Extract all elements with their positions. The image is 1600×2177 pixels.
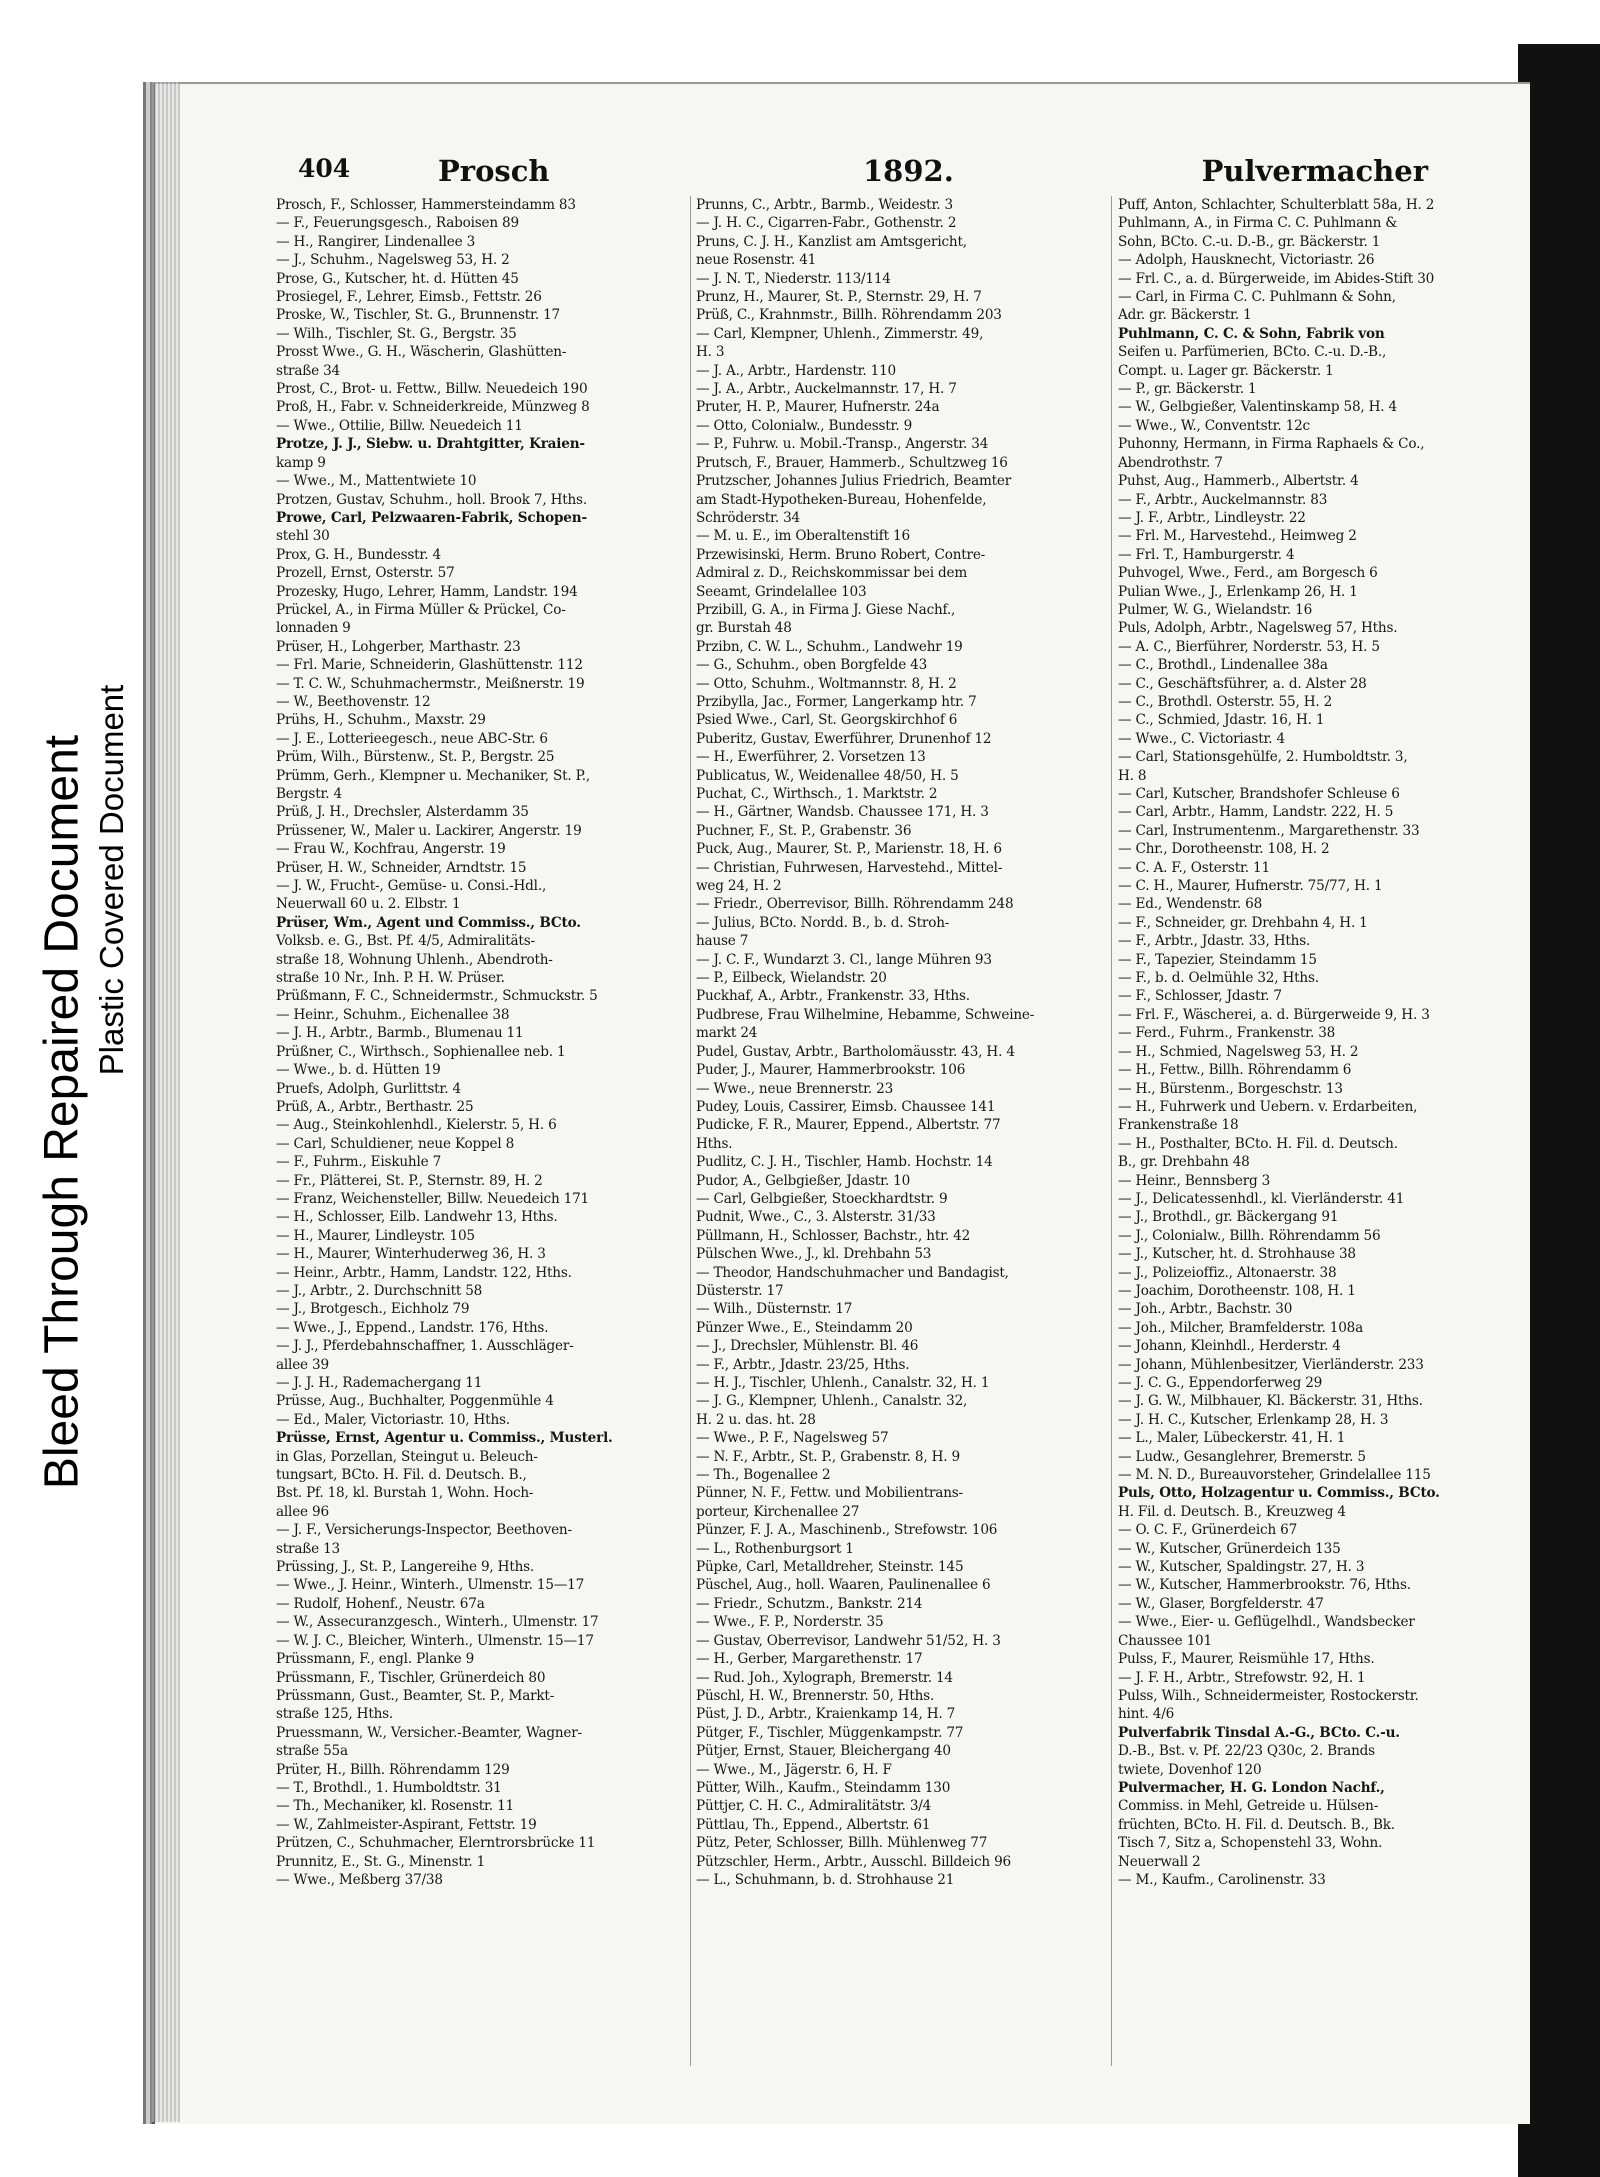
directory-entry-line: twiete, Dovenhof 120 [1118, 1761, 1262, 1778]
directory-entry-line: Przibylla, Jac., Former, Langerkamp htr. 7 [696, 693, 977, 710]
page-edges [152, 82, 180, 2122]
directory-entry-line: — C., Brothdl., Lindenallee 38a [1118, 657, 1328, 674]
directory-entry-line: — H., Schlosser, Eilb. Landwehr 13, Hths. [276, 1209, 558, 1226]
column-rule [690, 196, 691, 2066]
directory-entry-line: tungsart, BCto. H. Fil. d. Deutsch. B., [276, 1467, 527, 1484]
directory-entry-line: Proske, W., Tischler, St. G., Brunnenstr. 17 [276, 307, 560, 324]
directory-entry-line: — J., Delicatessenhdl., kl. Vierländerstr. 41 [1118, 1190, 1405, 1207]
directory-entry-line: H. 8 [1118, 767, 1147, 784]
directory-entry-line: Prozesky, Hugo, Lehrer, Hamm, Landstr. 194 [276, 583, 578, 600]
directory-entry-line: Protzen, Gustav, Schuhm., holl. Brook 7, Hths. [276, 491, 587, 508]
directory-entry-line: — P., gr. Bäckerstr. 1 [1118, 381, 1257, 398]
directory-entry-line: Prüssener, W., Maler u. Lackirer, Angerstr. 19 [276, 822, 582, 839]
directory-entry-line: — J., Schuhm., Nagelsweg 53, H. 2 [276, 252, 510, 269]
directory-entry-line: lonnaden 9 [276, 620, 351, 637]
directory-entry-line: Prutzscher, Johannes Julius Friedrich, Beamter [696, 473, 1012, 490]
directory-entry-line: — Friedr., Schutzm., Bankstr. 214 [696, 1595, 923, 1612]
directory-entry-line: — Carl, Gelbgießer, Stoeckhardtstr. 9 [696, 1190, 948, 1207]
directory-entry-line: — Chr., Dorotheenstr. 108, H. 2 [1118, 841, 1330, 858]
directory-entry-line: Seeamt, Grindelallee 103 [696, 583, 867, 600]
directory-entry-line: Prunz, H., Maurer, St. P., Sternstr. 29, H. 7 [696, 289, 982, 306]
directory-entry-line: straße 125, Hths. [276, 1706, 394, 1723]
header-year: 1892. [863, 154, 954, 188]
directory-entry-line: — Wwe., J., Eppend., Landstr. 176, Hths. [276, 1319, 549, 1336]
directory-entry-line: weg 24, H. 2 [696, 878, 782, 895]
directory-entry-line: — H., Maurer, Lindleystr. 105 [276, 1227, 475, 1244]
directory-entry-line: Abendrothstr. 7 [1118, 454, 1223, 471]
directory-entry-line: — J. G., Klempner, Uhlenh., Canalstr. 32, [696, 1393, 968, 1410]
directory-entry-line: Puchner, F., St. P., Grabenstr. 36 [696, 822, 912, 839]
directory-entry-line: Püttjer, C. H. C., Admiralitätstr. 3/4 [696, 1798, 932, 1815]
directory-entry-line: — J., Colonialw., Billh. Röhrendamm 56 [1118, 1227, 1381, 1244]
directory-entry-line: straße 13 [276, 1540, 340, 1557]
directory-entry-line: Neuerwall 2 [1118, 1853, 1201, 1870]
column-rule [1111, 196, 1112, 2066]
directory-entry-line: Bst. Pf. 18, kl. Burstah 1, Wohn. Hoch- [276, 1485, 534, 1502]
directory-entry-line: — M. u. E., im Oberaltenstift 16 [696, 528, 910, 545]
directory-entry-line: — Johann, Kleinhdl., Herderstr. 4 [1118, 1338, 1341, 1355]
directory-entry-line: hint. 4/6 [1118, 1706, 1175, 1723]
directory-entry-line: Prutsch, F., Brauer, Hammerb., Schultzweg 16 [696, 454, 1008, 471]
directory-entry-line: — W., Assecuranzgesch., Winterh., Ulmenstr. 17 [276, 1614, 599, 1631]
directory-entry-line: — F., b. d. Oelmühle 32, Hths. [1118, 970, 1319, 987]
directory-entry-line: straße 55a [276, 1743, 348, 1760]
directory-entry-line: Schröderstr. 34 [696, 509, 800, 526]
directory-entry-line: Proß, H., Fabr. v. Schneiderkreide, Münzweg 8 [276, 399, 590, 416]
directory-entry-line: Pünzer, F. J. A., Maschinenb., Strefowstr. 106 [696, 1522, 998, 1539]
directory-entry-line: — Carl, Kutscher, Brandshofer Schleuse 6 [1118, 786, 1400, 802]
directory-entry-line: Prüssmann, F., engl. Planke 9 [276, 1651, 475, 1668]
directory-entry-line: — Wwe., Eier- u. Geflügelhdl., Wandsbecker [1118, 1614, 1415, 1631]
directory-entry-line: Prox, G. H., Bundesstr. 4 [276, 546, 441, 563]
directory-entry-line: — J., Polizeioffiz., Altonaerstr. 38 [1118, 1264, 1337, 1281]
directory-entry-line: — H., Ewerführer, 2. Vorsetzen 13 [696, 749, 926, 766]
directory-entry-line: straße 10 Nr., Inh. P. H. W. Prüser. [276, 970, 505, 987]
directory-entry-line: — J. W., Frucht-, Gemüse- u. Consi.-Hdl., [276, 878, 547, 895]
directory-entry-line: — C., Schmied, Jdastr. 16, H. 1 [1118, 712, 1325, 729]
directory-entry-line: Prosst Wwe., G. H., Wäscherin, Glashütten- [276, 344, 567, 361]
directory-entry-line: — H., Posthalter, BCto. H. Fil. d. Deutsch. [1118, 1135, 1398, 1152]
directory-entry-line: — Frl. F., Wäscherei, a. d. Bürgerweide 9, H. 3 [1118, 1006, 1430, 1023]
directory-entry-line: — Wwe., P. F., Nagelsweg 57 [696, 1430, 889, 1447]
directory-entry-line: — Fr., Plätterei, St. P., Sternstr. 89, H. 2 [276, 1172, 543, 1189]
directory-entry-line: — F., Arbtr., Jdastr. 23/25, Hths. [696, 1356, 910, 1373]
directory-entry-line: markt 24 [696, 1025, 758, 1042]
directory-entry-line: Prost, C., Brot- u. Fettw., Billw. Neuedeich 190 [276, 381, 588, 398]
directory-entry-line: — Carl, Klempner, Uhlenh., Zimmerstr. 49, [696, 325, 984, 342]
directory-entry-line: — Wilh., Düsternstr. 17 [696, 1301, 853, 1318]
directory-entry-line: Pulvermacher, H. G. London Nachf., [1118, 1779, 1385, 1796]
directory-entry-line: — H., Gerber, Margarethenstr. 17 [696, 1651, 923, 1668]
directory-entry-line: — J. F., Arbtr., Lindleystr. 22 [1118, 509, 1306, 526]
directory-entry-line: Pruter, H. P., Maurer, Hufnerstr. 24a [696, 399, 940, 416]
directory-entry-line: Puchat, C., Wirthsch., 1. Marktstr. 2 [696, 786, 938, 802]
directory-entry-line: Chaussee 101 [1118, 1632, 1212, 1649]
directory-column-2 [696, 196, 1104, 2096]
directory-entry-line: — Joh., Arbtr., Bachstr. 30 [1118, 1301, 1293, 1318]
directory-entry-line: Pruefs, Adolph, Gurlittstr. 4 [276, 1080, 461, 1097]
directory-entry-line: — W. J. C., Bleicher, Winterh., Ulmenstr. 15—17 [276, 1632, 594, 1649]
directory-entry-line: — W., Beethovenstr. 12 [276, 693, 431, 710]
directory-entry-line: Puff, Anton, Schlachter, Schulterblatt 58a, H. 2 [1118, 197, 1435, 213]
directory-entry-line: Prüm, Wilh., Bürstenw., St. P., Bergstr. 25 [276, 749, 555, 766]
directory-entry-line: — J. H., Arbtr., Barmb., Blumenau 11 [276, 1025, 524, 1042]
directory-entry-line: — O. C. F., Grünerdeich 67 [1118, 1522, 1298, 1539]
directory-entry-line: — Carl, Stationsgehülfe, 2. Humboldtstr. 3, [1118, 749, 1408, 766]
directory-entry-line: Pulverfabrik Tinsdal A.-G., BCto. C.-u. [1118, 1724, 1400, 1741]
directory-entry-line: allee 96 [276, 1503, 329, 1520]
directory-entry-line: Prüssing, J., St. P., Langereihe 9, Hths. [276, 1559, 535, 1576]
directory-entry-line: Puck, Aug., Maurer, St. P., Marienstr. 18, H. 6 [696, 841, 1002, 858]
directory-entry-line: — Frl. Marie, Schneiderin, Glashüttenstr. 112 [276, 657, 583, 674]
directory-entry-line: früchten, BCto. H. Fil. d. Deutsch. B., Bk. [1118, 1816, 1395, 1833]
directory-entry-line: Puls, Otto, Holzagentur u. Commiss., BCto. [1118, 1485, 1440, 1502]
directory-entry-line: — Christian, Fuhrwesen, Harvestehd., Mittel- [696, 859, 1003, 876]
side-label-repaired: Bleed Through Repaired Document [35, 734, 89, 1490]
directory-entry-line: — T., Brothdl., 1. Humboldtstr. 31 [276, 1779, 502, 1796]
directory-entry-line: H. 3 [696, 344, 725, 361]
directory-entry-line: — T. C. W., Schuhmachermstr., Meißnerstr. 19 [276, 675, 585, 692]
directory-entry-line: — H., Gärtner, Wandsb. Chaussee 171, H. 3 [696, 804, 989, 821]
directory-entry-line: — F., Schlosser, Jdastr. 7 [1118, 988, 1282, 1005]
directory-entry-line: Przibn, C. W. L., Schuhm., Landwehr 19 [696, 638, 963, 655]
directory-entry-line: — C. A. F., Osterstr. 11 [1118, 859, 1270, 876]
directory-entry-line: — H. J., Tischler, Uhlenh., Canalstr. 32, H. 1 [696, 1375, 990, 1391]
directory-entry-line: Prüsse, Ernst, Agentur u. Commiss., Musterl. [276, 1430, 613, 1447]
directory-entry-line: — Ludw., Gesanglehrer, Bremerstr. 5 [1118, 1448, 1366, 1465]
directory-entry-line: Publicatus, W., Weidenallee 48/50, H. 5 [696, 767, 959, 784]
directory-entry-line: — A. C., Bierführer, Norderstr. 53, H. 5 [1118, 638, 1380, 655]
directory-entry-line: Prüser, Wm., Agent und Commiss., BCto. [276, 914, 581, 931]
scanner-edge-bar [1518, 44, 1600, 2177]
directory-entry-line: Puhlmann, A., in Firma C. C. Puhlmann & [1118, 215, 1398, 232]
directory-entry-line: Pützschler, Herm., Arbtr., Ausschl. Billdeich 96 [696, 1853, 1012, 1870]
directory-entry-line: Prüsse, Aug., Buchhalter, Poggenmühle 4 [276, 1393, 554, 1410]
directory-entry-line: straße 18, Wohnung Uhlenh., Abendroth- [276, 951, 553, 968]
directory-entry-line: — J. H. C., Cigarren-Fabr., Gothenstr. 2 [696, 215, 957, 232]
directory-entry-line: — F., Arbtr., Auckelmannstr. 83 [1118, 491, 1328, 508]
directory-entry-line: Pudor, A., Gelbgießer, Jdastr. 10 [696, 1172, 911, 1189]
directory-entry-line: — J. N. T., Niederstr. 113/114 [696, 270, 891, 287]
directory-entry-line: Pünzer Wwe., E., Steindamm 20 [696, 1319, 913, 1336]
directory-entry-line: Püst, J. D., Arbtr., Kraienkamp 14, H. 7 [696, 1706, 956, 1723]
directory-entry-line: Pütter, Wilh., Kaufm., Steindamm 130 [696, 1779, 951, 1796]
directory-entry-line: — F., Fuhrm., Eiskuhle 7 [276, 1154, 442, 1171]
directory-entry-line: — Wwe., Meßberg 37/38 [276, 1871, 443, 1888]
directory-entry-line: Pudnit, Wwe., C., 3. Alsterstr. 31/33 [696, 1209, 936, 1226]
directory-entry-line: — M., Kaufm., Carolinenstr. 33 [1118, 1871, 1326, 1888]
directory-entry-line: stehl 30 [276, 528, 330, 545]
directory-entry-line: — Frl. T., Hamburgerstr. 4 [1118, 546, 1295, 563]
directory-entry-line: Przibill, G. A., in Firma J. Giese Nachf., [696, 601, 956, 618]
directory-entry-line: — Wwe., M., Mattentwiete 10 [276, 473, 477, 490]
directory-entry-line: — H., Schmied, Nagelsweg 53, H. 2 [1118, 1043, 1359, 1060]
side-label-plastic: Plastic Covered Document [93, 684, 130, 1076]
directory-entry-line: Pünner, N. F., Fettw. und Mobilientrans- [696, 1485, 963, 1502]
directory-entry-line: — J., Brotgesch., Eichholz 79 [276, 1301, 470, 1318]
directory-entry-line: — Aug., Steinkohlenhdl., Kielerstr. 5, H. 6 [276, 1117, 557, 1134]
directory-entry-line: — Franz, Weichensteller, Billw. Neuedeich 171 [276, 1190, 589, 1207]
directory-entry-line: — C., Brothdl. Osterstr. 55, H. 2 [1118, 693, 1333, 710]
directory-entry-line: neue Rosenstr. 41 [696, 252, 817, 269]
directory-entry-line: — J., Arbtr., 2. Durchschnitt 58 [276, 1282, 483, 1299]
directory-entry-line: — H., Maurer, Winterhuderweg 36, H. 3 [276, 1246, 546, 1263]
directory-entry-line: Prückel, A., in Firma Müller & Prückel, Co- [276, 601, 566, 618]
directory-entry-line: Pudel, Gustav, Arbtr., Bartholomäusstr. 43, H. 4 [696, 1043, 1015, 1060]
directory-entry-line: Neuerwall 60 u. 2. Elbstr. 1 [276, 896, 461, 913]
directory-entry-line: — J. F. H., Arbtr., Strefowstr. 92, H. 1 [1118, 1669, 1366, 1686]
directory-entry-line: Prüßner, C., Wirthsch., Sophienallee neb. 1 [276, 1043, 566, 1060]
directory-entry-line: — H., Fettw., Billh. Röhrendamm 6 [1118, 1062, 1352, 1079]
directory-entry-line: Puberitz, Gustav, Ewerführer, Drunenhof 12 [696, 730, 992, 747]
directory-entry-line: — Carl, Instrumentenm., Margarethenstr. 33 [1118, 822, 1420, 839]
directory-entry-line: — N. F., Arbtr., St. P., Grabenstr. 8, H. 9 [696, 1448, 960, 1465]
directory-entry-line: Prozell, Ernst, Osterstr. 57 [276, 565, 455, 582]
directory-entry-line: am Stadt-Hypotheken-Bureau, Hohenfelde, [696, 491, 987, 508]
directory-entry-line: Prüter, H., Billh. Röhrendamm 129 [276, 1761, 510, 1778]
directory-entry-line: — H., Bürstenm., Borgeschstr. 13 [1118, 1080, 1343, 1097]
directory-entry-line: — J. J., Pferdebahnschaffner, 1. Ausschläger- [276, 1338, 574, 1355]
directory-entry-line: Bergstr. 4 [276, 786, 342, 802]
directory-entry-line: — L., Maler, Lübeckerstr. 41, H. 1 [1118, 1430, 1346, 1447]
directory-entry-line: — J. C. F., Wundarzt 3. Cl., lange Mühren 93 [696, 951, 992, 968]
page-number: 404 [298, 154, 351, 183]
directory-entry-line: Seifen u. Parfümerien, BCto. C.-u. D.-B., [1118, 344, 1387, 361]
directory-entry-line: — J., Brothdl., gr. Bäckergang 91 [1118, 1209, 1339, 1226]
directory-entry-line: — Adolph, Hausknecht, Victoriastr. 26 [1118, 252, 1375, 269]
directory-entry-line: — Ferd., Fuhrm., Frankenstr. 38 [1118, 1025, 1336, 1042]
directory-entry-line: Compt. u. Lager gr. Bäckerstr. 1 [1118, 362, 1334, 379]
directory-entry-line: — Rud. Joh., Xylograph, Bremerstr. 14 [696, 1669, 953, 1686]
directory-entry-line: Sohn, BCto. C.-u. D.-B., gr. Bäckerstr. 1 [1118, 233, 1381, 250]
directory-entry-line: — J. A., Arbtr., Auckelmannstr. 17, H. 7 [696, 381, 957, 398]
directory-entry-line: Prützen, C., Schuhmacher, Elerntrorsbrücke 11 [276, 1835, 596, 1852]
directory-entry-line: Prüß, C., Krahnmstr., Billh. Röhrendamm 203 [696, 307, 1002, 324]
directory-entry-line: Pülschen Wwe., J., kl. Drehbahn 53 [696, 1246, 932, 1263]
directory-entry-line: Psied Wwe., Carl, St. Georgskirchhof 6 [696, 712, 958, 729]
directory-entry-line: — G., Schuhm., oben Borgfelde 43 [696, 657, 928, 674]
directory-entry-line: Püschel, Aug., holl. Waaren, Paulinenallee 6 [696, 1577, 991, 1594]
directory-entry-line: Admiral z. D., Reichskommissar bei dem [696, 565, 968, 582]
directory-entry-line: Pudey, Louis, Cassirer, Eimsb. Chaussee 141 [696, 1098, 996, 1115]
directory-entry-line: — Otto, Schuhm., Woltmannstr. 8, H. 2 [696, 675, 957, 692]
directory-entry-line: Pudlitz, C. J. H., Tischler, Hamb. Hochstr. 14 [696, 1154, 993, 1171]
directory-entry-line: Pudicke, F. R., Maurer, Eppend., Albertstr. 77 [696, 1117, 1001, 1134]
directory-entry-line: gr. Burstah 48 [696, 620, 792, 637]
directory-entry-line: Prosiegel, F., Lehrer, Eimsb., Fettstr. 26 [276, 289, 542, 306]
directory-entry-line: Prunns, C., Arbtr., Barmb., Weidestr. 3 [696, 197, 953, 213]
directory-entry-line: — Wwe., neue Brennerstr. 23 [696, 1080, 894, 1097]
directory-entry-line: kamp 9 [276, 454, 326, 471]
directory-entry-line: — Friedr., Oberrevisor, Billh. Röhrendamm 248 [696, 896, 1014, 913]
directory-entry-line: Frankenstraße 18 [1118, 1117, 1239, 1134]
directory-entry-line: — Wwe., b. d. Hütten 19 [276, 1062, 441, 1079]
directory-entry-line: — Heinr., Schuhm., Eichenallee 38 [276, 1006, 510, 1023]
directory-entry-line: — J., Kutscher, ht. d. Strohhause 38 [1118, 1246, 1356, 1263]
directory-entry-line: H. Fil. d. Deutsch. B., Kreuzweg 4 [1118, 1503, 1346, 1520]
directory-entry-line: in Glas, Porzellan, Steingut u. Beleuch- [276, 1448, 538, 1465]
directory-entry-line: Pulss, Wilh., Schneidermeister, Rostockerstr. [1118, 1687, 1419, 1704]
directory-entry-line: — Frl. C., a. d. Bürgerweide, im Abides-Stift 30 [1118, 270, 1435, 287]
directory-entry-line: — L., Schuhmann, b. d. Strohhause 21 [696, 1871, 955, 1888]
directory-entry-line: Pütger, F., Tischler, Müggenkampstr. 77 [696, 1724, 964, 1741]
directory-entry-line: — H., Rangirer, Lindenallee 3 [276, 233, 476, 250]
directory-entry-line: — Carl, Schuldiener, neue Koppel 8 [276, 1135, 515, 1152]
page-header [298, 154, 1428, 194]
directory-entry-line: — Frl. M., Harvestehd., Heimweg 2 [1118, 528, 1357, 545]
directory-entry-line: B., gr. Drehbahn 48 [1118, 1154, 1250, 1171]
directory-entry-line: Prüssmann, Gust., Beamter, St. P., Markt- [276, 1687, 555, 1704]
directory-entry-line: — J. A., Arbtr., Hardenstr. 110 [696, 362, 896, 379]
directory-entry-line: Prüssmann, F., Tischler, Grünerdeich 80 [276, 1669, 546, 1686]
directory-entry-line: — Ed., Maler, Victoriastr. 10, Hths. [276, 1411, 510, 1428]
directory-entry-line: — F., Arbtr., Jdastr. 33, Hths. [1118, 933, 1311, 950]
directory-entry-line: Prüß, A., Arbtr., Berthastr. 25 [276, 1098, 474, 1115]
directory-entry-line: — J. G. W., Milbhauer, Kl. Bäckerstr. 31, Hths. [1118, 1393, 1423, 1410]
directory-entry-line: Puls, Adolph, Arbtr., Nagelsweg 57, Hths. [1118, 620, 1398, 637]
directory-entry-line: — W., Kutscher, Grünerdeich 135 [1118, 1540, 1341, 1557]
directory-entry-line: — C. H., Maurer, Hufnerstr. 75/77, H. 1 [1118, 878, 1383, 895]
directory-entry-line: — Joachim, Dorotheenstr. 108, H. 1 [1118, 1282, 1356, 1299]
directory-entry-line: Prose, G., Kutscher, ht. d. Hütten 45 [276, 270, 519, 287]
directory-entry-line: — Th., Bogenallee 2 [696, 1467, 831, 1484]
directory-entry-line: — Wilh., Tischler, St. G., Bergstr. 35 [276, 325, 517, 342]
directory-entry-line: Prüser, H. W., Schneider, Arndtstr. 15 [276, 859, 527, 876]
directory-entry-line: — F., Tapezier, Steindamm 15 [1118, 951, 1317, 968]
header-left-word: Prosch [438, 154, 550, 188]
directory-column-3 [1118, 196, 1526, 2096]
directory-entry-line: — J. E., Lotterieegesch., neue ABC-Str. 6 [276, 730, 548, 747]
directory-entry-line: — P., Fuhrw. u. Mobil.-Transp., Angerstr. 34 [696, 436, 989, 453]
directory-entry-line: Prüß, J. H., Drechsler, Alsterdamm 35 [276, 804, 529, 821]
directory-entry-line: — J., Drechsler, Mühlenstr. Bl. 46 [696, 1338, 919, 1355]
directory-entry-line: — Johann, Mühlenbesitzer, Vierländerstr. 233 [1118, 1356, 1424, 1373]
directory-entry-line: Prowe, Carl, Pelzwaaren-Fabrik, Schopen- [276, 509, 587, 526]
directory-entry-line: — Wwe., W., Conventstr. 12c [1118, 417, 1310, 434]
directory-entry-line: Tisch 7, Sitz a, Schopenstehl 33, Wohn. [1118, 1835, 1383, 1852]
directory-entry-line: — Wwe., Ottilie, Billw. Neuedeich 11 [276, 417, 523, 434]
directory-entry-line: Püpke, Carl, Metalldreher, Steinstr. 145 [696, 1559, 964, 1576]
directory-entry-line: Prüser, H., Lohgerber, Marthastr. 23 [276, 638, 521, 655]
directory-entry-line: — Wwe., F. P., Norderstr. 35 [696, 1614, 884, 1631]
directory-entry-line: Przewisinski, Herm. Bruno Robert, Contre- [696, 546, 986, 563]
directory-entry-line: — F., Feuerungsgesch., Raboisen 89 [276, 215, 519, 232]
directory-entry-line: — Frau W., Kochfrau, Angerstr. 19 [276, 841, 506, 858]
directory-entry-line: Pulss, F., Maurer, Reismühle 17, Hths. [1118, 1651, 1375, 1668]
directory-entry-line: Adr. gr. Bäckerstr. 1 [1118, 307, 1252, 324]
directory-entry-line: — C., Geschäftsführer, a. d. Alster 28 [1118, 675, 1367, 692]
directory-entry-line: Volksb. e. G., Bst. Pf. 4/5, Admiralitäts- [276, 933, 535, 950]
directory-entry-line: — Rudolf, Hohenf., Neustr. 67a [276, 1595, 485, 1612]
directory-entry-line: — J. C. G., Eppendorferweg 29 [1118, 1375, 1323, 1391]
directory-entry-line: Prosch, F., Schlosser, Hammersteindamm 83 [276, 197, 576, 213]
directory-entry-line: — J. F., Versicherungs-Inspector, Beethoven- [276, 1522, 572, 1539]
directory-entry-line: Puhonny, Hermann, in Firma Raphaels & Co., [1118, 436, 1425, 453]
directory-entry-line: Commiss. in Mehl, Getreide u. Hülsen- [1118, 1798, 1379, 1815]
directory-entry-line: — Heinr., Bennsberg 3 [1118, 1172, 1271, 1189]
directory-entry-line: — P., Eilbeck, Wielandstr. 20 [696, 970, 887, 987]
directory-entry-line: Pruessmann, W., Versicher.-Beamter, Wagner- [276, 1724, 582, 1741]
directory-entry-line: Protze, J. J., Siebw. u. Drahtgitter, Kraien- [276, 436, 585, 453]
directory-column-1 [276, 196, 684, 2096]
directory-entry-line: Püschl, H. W., Brennerstr. 50, Hths. [696, 1687, 935, 1704]
directory-entry-line: — Th., Mechaniker, kl. Rosenstr. 11 [276, 1798, 514, 1815]
directory-entry-line: — F., Schneider, gr. Drehbahn 4, H. 1 [1118, 914, 1368, 931]
directory-entry-line: D.-B., Bst. v. Pf. 22/23 Q30c, 2. Brands [1118, 1743, 1375, 1760]
directory-entry-line: Pulmer, W. G., Wielandstr. 16 [1118, 601, 1313, 618]
directory-entry-line: Prühs, H., Schuhm., Maxstr. 29 [276, 712, 486, 729]
directory-entry-line: — J. H. C., Kutscher, Erlenkamp 28, H. 3 [1118, 1411, 1389, 1428]
directory-entry-line: — J. J. H., Rademachergang 11 [276, 1375, 483, 1391]
directory-entry-line: Pütjer, Ernst, Stauer, Bleichergang 40 [696, 1743, 951, 1760]
directory-entry-line: Püttlau, Th., Eppend., Albertstr. 61 [696, 1816, 931, 1833]
directory-entry-line: Pütz, Peter, Schlosser, Billh. Mühlenweg 77 [696, 1835, 988, 1852]
directory-entry-line: Püllmann, H., Schlosser, Bachstr., htr. 42 [696, 1227, 971, 1244]
directory-entry-line: — W., Gelbgießer, Valentinskamp 58, H. 4 [1118, 399, 1397, 416]
directory-entry-line: Prüßmann, F. C., Schneidermstr., Schmuckstr. 5 [276, 988, 598, 1005]
directory-entry-line: straße 34 [276, 362, 340, 379]
directory-entry-line: Puhvogel, Wwe., Ferd., am Borgesch 6 [1118, 565, 1378, 582]
directory-entry-line: — W., Kutscher, Spaldingstr. 27, H. 3 [1118, 1559, 1365, 1576]
directory-entry-line: — W., Zahlmeister-Aspirant, Fettstr. 19 [276, 1816, 537, 1833]
directory-entry-line: — M. N. D., Bureauvorsteher, Grindelallee 115 [1118, 1467, 1431, 1484]
directory-entry-line: — W., Kutscher, Hammerbrookstr. 76, Hths. [1118, 1577, 1411, 1594]
directory-entry-line: Puhlmann, C. C. & Sohn, Fabrik von [1118, 325, 1385, 342]
directory-entry-line: Pulian Wwe., J., Erlenkamp 26, H. 1 [1118, 583, 1358, 600]
directory-entry-line: — Heinr., Arbtr., Hamm, Landstr. 122, Hths. [276, 1264, 572, 1281]
directory-entry-line: Puder, J., Maurer, Hammerbrookstr. 106 [696, 1062, 966, 1079]
directory-entry-line: Prunnitz, E., St. G., Minenstr. 1 [276, 1853, 486, 1870]
header-right-word: Pulvermacher [1201, 154, 1428, 188]
directory-entry-line: hause 7 [696, 933, 749, 950]
directory-entry-line: H. 2 u. das. ht. 28 [696, 1411, 816, 1428]
directory-entry-line: — Carl, in Firma C. C. Puhlmann & Sohn, [1118, 289, 1396, 306]
directory-entry-line: porteur, Kirchenallee 27 [696, 1503, 860, 1520]
directory-entry-line: Düsterstr. 17 [696, 1282, 784, 1299]
directory-entry-line: Pudbrese, Frau Wilhelmine, Hebamme, Schweine- [696, 1006, 1035, 1023]
directory-entry-line: allee 39 [276, 1356, 329, 1373]
directory-entry-line: — Carl, Arbtr., Hamm, Landstr. 222, H. 5 [1118, 804, 1394, 821]
directory-entry-line: — Theodor, Handschuhmacher und Bandagist, [696, 1264, 1009, 1281]
directory-entry-line: Puhst, Aug., Hammerb., Albertstr. 4 [1118, 473, 1359, 490]
directory-entry-line: — Wwe., M., Jägerstr. 6, H. F [696, 1761, 892, 1778]
directory-entry-line: — Julius, BCto. Nordd. B., b. d. Stroh- [696, 914, 950, 931]
directory-entry-line: Pruns, C. J. H., Kanzlist am Amtsgericht, [696, 233, 967, 250]
directory-entry-line: — L., Rothenburgsort 1 [696, 1540, 854, 1557]
directory-entry-line: — Wwe., C. Victoriastr. 4 [1118, 730, 1285, 747]
directory-entry-line: — Gustav, Oberrevisor, Landwehr 51/52, H. 3 [696, 1632, 1001, 1649]
directory-entry-line: Prümm, Gerh., Klempner u. Mechaniker, St. P., [276, 767, 591, 784]
directory-entry-line: — Wwe., J. Heinr., Winterh., Ulmenstr. 15—17 [276, 1577, 585, 1594]
directory-entry-line: — Otto, Colonialw., Bundesstr. 9 [696, 417, 913, 434]
directory-entry-line: Hths. [696, 1135, 733, 1152]
directory-entry-line: — Joh., Milcher, Bramfelderstr. 108a [1118, 1319, 1364, 1336]
directory-entry-line: Puckhaf, A., Arbtr., Frankenstr. 33, Hths. [696, 988, 970, 1005]
directory-entry-line: — Ed., Wendenstr. 68 [1118, 896, 1263, 913]
directory-entry-line: — W., Glaser, Borgfelderstr. 47 [1118, 1595, 1324, 1612]
directory-entry-line: — H., Fuhrwerk und Uebern. v. Erdarbeiten, [1118, 1098, 1418, 1115]
